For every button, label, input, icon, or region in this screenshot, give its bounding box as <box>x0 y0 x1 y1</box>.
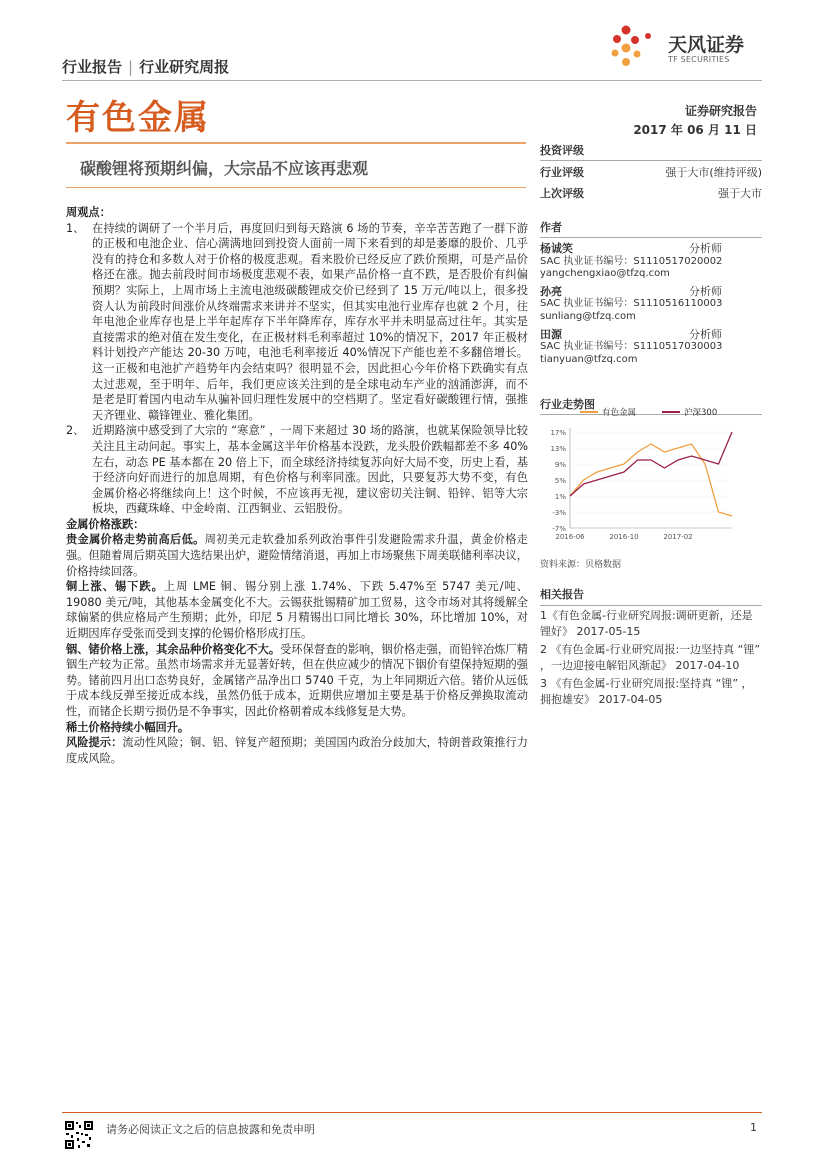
analyst-email[interactable]: yangchengxiao@tfzq.com <box>540 268 670 280</box>
analyst-card <box>540 329 762 367</box>
rating-label: 上次评级 <box>540 187 584 200</box>
list-item <box>66 423 528 517</box>
analyst-cert: SAC 执业证书编号：S1110516110003 <box>540 298 723 310</box>
paragraph-lead: 铜上涨、锡下跌。 <box>66 580 164 594</box>
y-tick-label: 1% <box>554 493 566 501</box>
analyst-email[interactable]: tianyuan@tfzq.com <box>540 353 638 365</box>
analyst-role: 分析师 <box>689 327 722 341</box>
x-tick-label: 2016-06 <box>555 533 585 541</box>
related-reports <box>540 585 762 708</box>
paragraph-lead: 风险提示： <box>66 736 123 750</box>
analyst-email[interactable]: sunliang@tfzq.com <box>540 310 636 322</box>
list-item-text: 在持续的调研了一个半月后，再度回归到每天路演 6 场的节奏，辛辛苦苦跑了一群下游的正极和电池企业、信心满满地回到投资人面前一周下来看到的却是萎靡的股价、几乎没有的持仓和多数人对于价格的极度悲观。看来股价已经反应了跌价预期，可是产品价格还在涨。抛去前段时间市场极度悲观不表，如果产品价格一直不跌，是否股价有纠偏预期？实际上，上周市场上主流电池级碳酸锂成交价已经到了 15 万元/吨以上，很多投资人认为前段时间涨价从终端需求来讲并不坚实，但其实电池行业库存也就 2 个月，往年电池企业库存也是上半年起库存下半年降库存，库存水平并未明显高过往年。其实是直接需求的绝对值在发生变化，在正极材料毛利率超过 10%的情况下，2017 年正极材料计划投产产能达 20-30 万吨，电池毛利率接近 40%情况下产能也差不多翻倍增长。这一正极和电池扩产趋势年内会结束吗？很明显不会，因此担心今年价格下跌确实有点太过悲观，至于明年、后年，我们更应该关注到的是全球电动车产业的汹涌澎湃，而不是老是盯着国内电动车从骗补回归理性发展中的空档期了。坚定看好碳酸锂行情，强推天齐锂业、赣锋锂业、雅化集团。 <box>92 221 528 422</box>
chart-series-lines <box>570 432 732 516</box>
sector-title: 有色金属 <box>66 98 210 138</box>
analyst-card <box>540 286 762 324</box>
report-date: 2017 年 06 月 11 日 <box>633 123 757 137</box>
analyst-name: 田源 <box>540 327 562 341</box>
list-item <box>66 221 528 424</box>
chart-y-axis <box>550 428 732 533</box>
list-item-number: 2、 <box>66 424 85 438</box>
y-tick-label: -7% <box>552 525 566 533</box>
rating-label: 行业评级 <box>540 166 584 179</box>
y-tick-label: 9% <box>554 461 566 469</box>
legend-label: 沪深300 <box>684 408 718 418</box>
chart-heading: 行业走势图 <box>540 394 762 415</box>
headline-bottom-rule <box>66 187 526 188</box>
paragraph <box>66 735 528 766</box>
analyst-cert: SAC 执业证书编号：S1110517020002 <box>540 255 723 267</box>
logo-chinese-name: 天风证券 <box>668 34 745 56</box>
page-number: 1 <box>750 1121 757 1134</box>
paragraph-text: 上周 LME 铜、锡分别上涨 1.74%、下跌 5.47%至 5747 美元/吨、19080 美元/吨，其他基本金属变化不大。云锡获批锡精矿加工贸易，这令市场对其将缓解全球偏紧的供应格局产生预期；此外，印尼 5 月精锡出口同比增长 30%，环比增加 10%，对近期因库存受张而受到支撑的伦锡价格形成打压。 <box>66 580 528 641</box>
y-tick-label: -3% <box>552 509 566 517</box>
paragraph-lead: 贵金属价格走势前高后低。 <box>66 533 205 547</box>
analyst-card <box>540 243 762 281</box>
chart-x-axis <box>555 528 732 541</box>
header-divider <box>62 80 762 81</box>
x-tick-label: 2017-02 <box>663 533 693 541</box>
paragraph <box>66 532 528 579</box>
weekly-view-heading: 周观点： <box>66 206 111 219</box>
metal-price-heading: 金属价格涨跌： <box>66 517 145 531</box>
analyst-name: 孙亮 <box>540 284 562 298</box>
paragraph <box>66 720 528 736</box>
paragraph <box>66 642 528 720</box>
y-tick-label: 17% <box>550 429 566 437</box>
x-tick-label: 2016-10 <box>609 533 639 541</box>
paragraph <box>66 579 528 641</box>
legend-label: 有色金属 <box>602 408 637 418</box>
analyst-cert: SAC 执业证书编号：S1110517030003 <box>540 341 723 353</box>
qr-code-icon <box>64 1120 94 1150</box>
authors-heading: 作者 <box>540 217 762 238</box>
chart-source: 资料来源：贝格数据 <box>540 560 622 570</box>
rating-value: 强于大市 <box>718 187 762 200</box>
footer-disclaimer: 请务必阅读正文之后的信息披露和免责申明 <box>106 1123 315 1136</box>
paragraph-text: 流动性风险；铜、铝、锌复产超预期；美国国内政治分歧加大，特朗普政策推行力度成风险。 <box>66 736 528 765</box>
footer-divider <box>62 1112 762 1113</box>
main-headline: 碳酸锂将预期纠偏，大宗品不应该再悲观 <box>80 159 369 178</box>
sidebar <box>540 140 762 415</box>
paragraph-lead: 稀土价格持续小幅回升。 <box>66 720 190 734</box>
report-category <box>62 56 229 77</box>
analyst-role: 分析师 <box>689 242 722 255</box>
rating-heading: 投资评级 <box>540 140 762 161</box>
paragraph-text: 周初美元走软叠加系列政治事件引发避险需求升温，黄金价格走强。但随着周后期英国大选结果出炉，避险情绪消退，再加上市场聚焦下周美联储利率决议，价格持续回落。 <box>66 533 528 578</box>
list-item-number: 1、 <box>66 221 85 235</box>
headline-top-rule <box>66 142 526 144</box>
analyst-role: 分析师 <box>689 284 722 298</box>
industry-trend-chart <box>540 400 762 550</box>
logo-mark-icon <box>612 26 652 67</box>
analyst-name: 杨诚笑 <box>540 242 573 255</box>
subcategory-label: 行业研究周报 <box>139 58 230 76</box>
rating-value: 强于大市(维持评级) <box>665 166 762 179</box>
y-tick-label: 5% <box>554 477 566 485</box>
logo-english-name: TF SECURITIES <box>668 55 730 64</box>
rating-row <box>540 182 762 203</box>
rating-row <box>540 161 762 182</box>
category-separator: | <box>128 58 134 76</box>
paragraph-text: 受环保督查的影响，铟价格走强，而铅锌冶炼厂精铟生产较为正常。虽然市场需求并无显著好转，但在供应减少的情况下铟价有望保持短期的强势。锗前四月出口态势良好，金属锗产品净出口 5740 千克，为上年同期近六倍。锗价从远低于成本线反弹至接近成本线，虽然仍低于成本，近期供应增加主要是基于价格反弹换取流动性，而锗企长期亏损仍是不争事实，因此价格朝着成本线修复是大势。 <box>66 642 528 718</box>
y-tick-label: 13% <box>550 445 566 453</box>
chart-legend <box>580 407 717 418</box>
related-heading: 相关报告 <box>540 585 762 606</box>
related-report-link[interactable]: 3 《有色金属-行业研究周报:坚持真 “锂” ，拥抱雄安》 2017-04-05 <box>540 677 753 706</box>
related-report-link[interactable]: 1《有色金属-行业研究周报:调研更新，还是锂好》 2017-05-15 <box>540 609 753 638</box>
list-item-text: 近期路演中感受到了大宗的 “寒意” ，一周下来超过 30 场的路演，也就某保险领导比较关注且主动问起。事实上，基本金属这半年价格基本没跌，龙头股价跌幅都差不多 40%左右，动态 PE 基本都在 20 倍上下，而全球经济持续复苏向好大局不变，历史上看，基于经济向好而进行的加息周期，有色价格与利率同涨。因此，只要复苏大势不变，有色金属价格必将继续向上！这个时候，不应该再无视，建议密切关注铜、铅锌、铝等大宗板块，西藏珠峰、中金岭南、江西铜业、云铝股份。 <box>92 424 528 516</box>
body-content <box>66 205 528 766</box>
category-label: 行业报告 <box>62 58 123 76</box>
paragraph-lead: 铟、锗价格上涨，其余品种价格变化不大。 <box>66 642 281 656</box>
related-report-link[interactable]: 2 《有色金属-行业研究周报:一边坚持真 “锂” ，一边迎接电解铝风渐起》 2017-04-10 <box>540 643 761 672</box>
report-type: 证券研究报告 <box>684 104 757 118</box>
